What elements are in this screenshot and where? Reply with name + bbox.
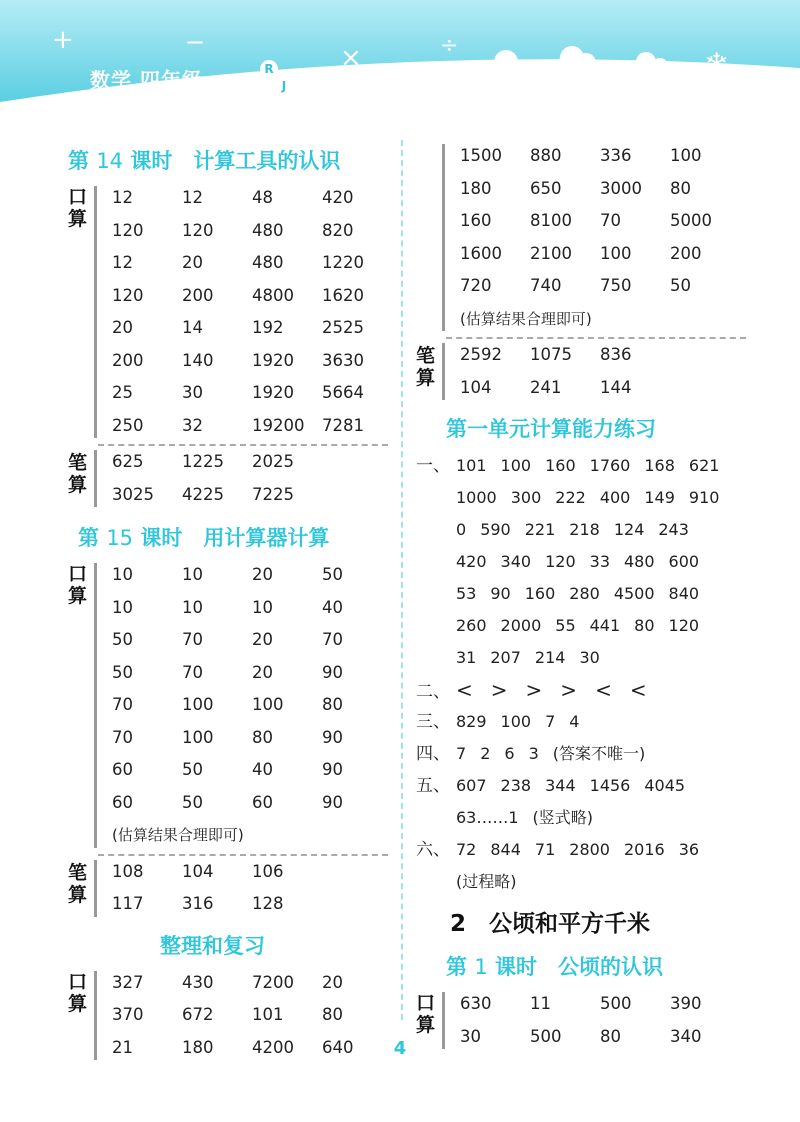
book-title [90,64,231,93]
estimation-note: (估算结果合理即可) [112,826,244,844]
answer-row: 2592 1075 836 [460,345,632,364]
book-volume: 上册 [204,76,231,90]
plus-sign-icon: + [52,25,74,55]
question-5-row: 五、 607 238 344 1456 4045 [416,776,686,796]
left-column [68,140,388,1064]
written-calc-label: 笔 算 [68,452,88,496]
answer-row: 12 20 480 1220 [112,253,364,272]
written-calc-label: 笔 算 [416,345,436,389]
answer-row: 10 10 10 40 [112,597,343,617]
answer-row: 70 100 80 90 [112,727,343,747]
answer-row: 10 10 20 50 [112,565,343,584]
times-sign-icon: × [340,43,362,73]
answer-row: 160 8100 70 5000 [460,211,712,230]
continued-oral-block [416,140,746,335]
answer-row: 200 140 1920 3630 [112,350,364,370]
answer-row: 630 11 500 390 [460,994,702,1013]
oral-rows [68,559,388,852]
page-number: 4 [393,1038,407,1059]
estimation-note: (估算结果合理即可) [460,309,592,328]
question-1-row: 一、 101 100 160 1760 168 621 [416,456,720,476]
answer-row: 70 100 100 80 [112,695,343,714]
header-banner [0,0,800,125]
answer-row: 120 200 4800 1620 [112,285,364,305]
answer-row: 625 1225 2025 [112,452,294,471]
oral-calc-label: 口 算 [416,992,436,1036]
unit-practice-answers [416,450,746,898]
edition-badge-r: R [260,60,278,78]
edition-badge-j: J [275,77,293,95]
question-1-row: 420 340 120 33 480 600 [456,552,700,571]
oral-calc-label: 口 算 [68,186,88,230]
written-rows [68,856,388,921]
question-1-row: 1000 300 222 400 149 910 [456,488,720,507]
answer-row: 60 50 60 90 [112,792,343,812]
answer-row: 120 120 480 820 [112,220,354,240]
question-6-row: 六、 72 844 71 2800 2016 36 [416,840,700,860]
lesson-15-title: 第 15 课时 用计算器计算 [78,526,330,550]
question-2-row: 二、 < > > > < < [416,678,647,702]
chapter-title: 2 公顷和平方千米 [450,911,651,937]
unit-practice-title: 第一单元计算能力练习 [446,417,656,441]
question-6-row: (过程略) [456,872,517,891]
answer-row: 3025 4225 7225 [112,484,294,504]
answer-row: 21 180 4200 640 [112,1037,354,1057]
written-rows [68,446,388,511]
answer-row: 180 650 3000 80 [460,178,691,198]
answer-row: 50 70 20 90 [112,662,343,682]
sun-icon [494,50,518,74]
oral-calc-label: 口 算 [68,970,88,1015]
column-divider [401,140,403,1020]
answer-row: 720 740 750 50 [460,276,691,295]
answer-row: 250 32 19200 7281 [112,415,364,435]
answer-row: 30 500 80 340 [460,1026,702,1046]
answer-row: 1600 2100 100 200 [460,243,702,263]
lesson-1-title: 第 1 课时 公顷的认识 [446,955,663,979]
answer-row: 370 672 101 80 [112,1005,343,1024]
question-4-row: 四、 7 2 6 3 (答案不唯一) [416,744,646,764]
snowflake-icon: ❄ [704,47,730,82]
question-1-row: 0 590 221 218 124 243 [456,520,689,539]
lesson-15-written-block [68,856,388,921]
question-3-row: 三、 829 100 7 4 [416,712,580,732]
answer-row: 104 241 144 [460,377,632,397]
review-title: 整理和复习 [160,933,265,958]
answer-row: 1500 880 336 100 [460,146,702,165]
question-1-row: 31 207 214 30 [456,648,600,667]
question-5-row: 63……1 (竖式略) [456,808,594,827]
answer-row: 25 30 1920 5664 [112,383,364,402]
question-1-row: 260 2000 55 441 80 120 [456,616,700,635]
minus-sign-icon: − [185,28,206,56]
answer-row: 20 14 192 2525 [112,318,364,337]
answer-row: 60 50 40 90 [112,760,343,779]
written-calc-label: 笔 算 [68,861,88,906]
right-column [416,140,746,1053]
answer-row: 50 70 20 70 [112,630,343,649]
answer-row: 327 430 7200 20 [112,972,343,992]
continued-written-block [416,339,746,404]
answer-row: 108 104 106 [112,861,284,881]
lesson-14-written-block [68,446,388,511]
answer-row: 117 316 128 [112,894,284,913]
oral-rows [68,182,388,442]
written-rows [416,339,746,404]
oral-rows [416,140,746,335]
answer-row: 12 12 48 420 [112,188,354,207]
lesson-14-oral-block [68,182,388,442]
lesson-14-title: 第 14 课时 计算工具的认识 [68,149,341,173]
divide-sign-icon: ÷ [440,33,459,58]
lesson-15-oral-block [68,559,388,852]
oral-calc-label: 口 算 [68,563,88,607]
question-1-row: 53 90 160 280 4500 840 [456,584,700,603]
book-subject-grade: 数学 四年级 [90,68,203,92]
page-header [0,0,800,125]
